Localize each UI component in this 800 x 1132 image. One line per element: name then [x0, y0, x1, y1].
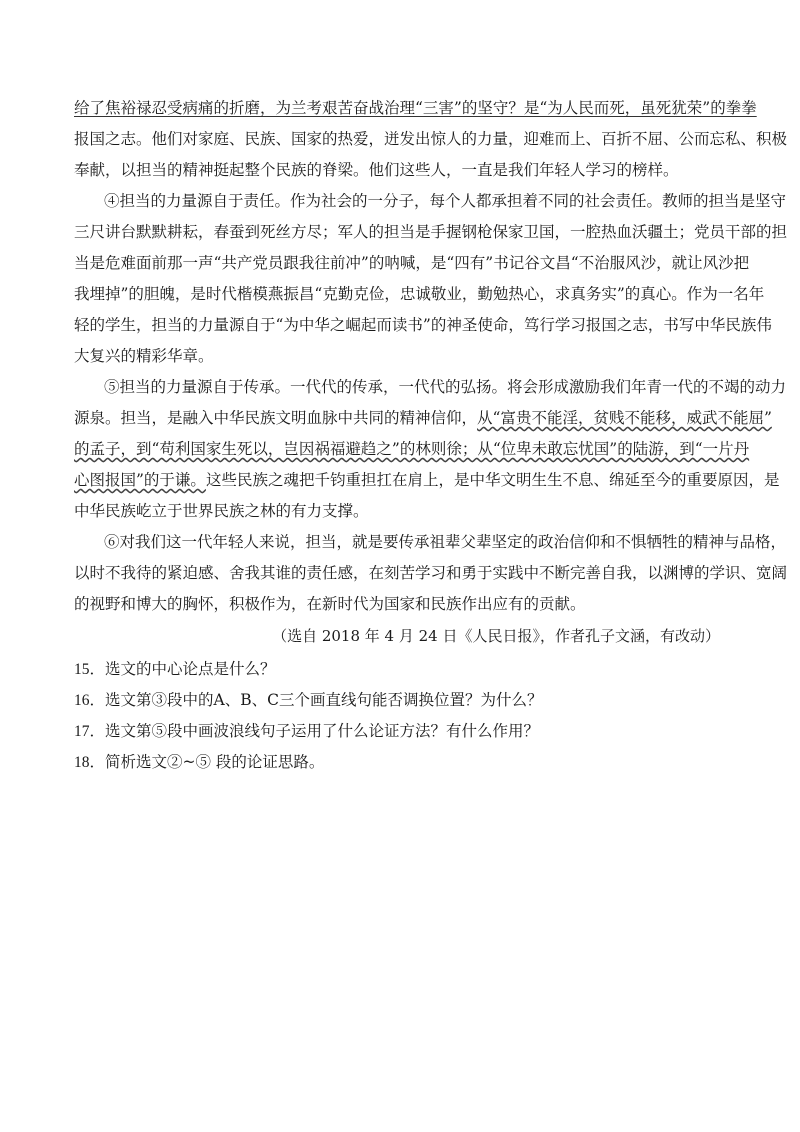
question-number: 17． — [74, 723, 106, 740]
paragraph-3-line-2: 报国之志。他们对家庭、民族、国家的热爱，迸发出惊人的力量，迎难而上、百折不屈、公而忘私、积极 — [74, 130, 788, 148]
wavy-sentence-part-3: 心图报国”的于谦。 — [74, 471, 206, 489]
paragraph-4-line-5: 轻的学生，担当的力量源自于“为中华之崛起而读书”的神圣使命，笃行学习报国之志，书写中华民族伟 — [74, 316, 772, 334]
underlined-sentence-c: 给了焦裕禄忍受病痛的折磨，为兰考艰苦奋战治理“三害”的坚守？是“为人民而死，虽死犹荣”的拳拳 — [74, 99, 757, 117]
wavy-sentence-part-1: 从“富贵不能淫，贫贱不能移，威武不能屈” — [477, 409, 772, 427]
paragraph-6-line-3: 的视野和博大的胸怀，积极作为，在新时代为国家和民族作出应有的贡献。 — [74, 595, 586, 613]
article-source: （选自 2018 年 4 月 24 日《人民日报》，作者孔子文涵，有改动） — [272, 627, 720, 645]
question-17 — [74, 721, 539, 742]
question-text: 选文第⑤段中画波浪线句子运用了什么论证方法？有什么作用？ — [105, 722, 540, 740]
question-number: 18． — [74, 754, 106, 771]
paragraph-4-line-6: 大复兴的精彩华章。 — [74, 347, 214, 365]
question-number: 16． — [74, 692, 106, 709]
paragraph-4-line-1: ④担当的力量源自于责任。作为社会的一分子，每个人都承担着不同的社会责任。教师的担当是坚守 — [104, 192, 787, 210]
question-text: 简析选文②~⑤ 段的论证思路。 — [105, 753, 325, 771]
paragraph-4-line-4: 我埋掉”的胆魄，是时代楷模燕振昌“克勤克俭，忠诚敬业，勤勉热心，求真务实”的真心。作为一名年 — [74, 285, 765, 303]
paragraph-5-line-5: 中华民族屹立于世界民族之林的有力支撑。 — [74, 502, 369, 520]
question-text: 选文的中心论点是什么？ — [105, 660, 276, 678]
wavy-sentence-part-2: 的孟子，到“苟利国家生死以，岂因祸福避趋之”的林则徐；从“位卑未敢忘忧国”的陆游，到“一片丹 — [74, 440, 750, 458]
paragraph-5-line-4-plain: 这些民族之魂把千钧重担扛在肩上，是中华文明生生不息、绵延至今的重要原因，是 — [205, 471, 780, 489]
paragraph-6-line-2: 以时不我待的紧迫感、舍我其谁的责任感，在刻苦学习和勇于实践中不断完善自我，以渊博的学识、宽阔 — [74, 564, 788, 582]
question-number: 15． — [74, 661, 106, 678]
question-16 — [74, 690, 542, 711]
paragraph-6-line-1: ⑥对我们这一代年轻人来说，担当，就是要传承祖辈父辈坚定的政治信仰和不惧牺牲的精神与品格， — [104, 533, 787, 551]
paragraph-4-line-2: 三尺讲台默默耕耘，春蚕到死丝方尽；军人的担当是手握钢枪保家卫国，一腔热血沃疆土；党员干部的担 — [74, 223, 788, 241]
paragraph-5-line-4 — [74, 470, 780, 490]
paragraph-3-line-1 — [74, 98, 757, 118]
paragraph-5-line-2-plain: 源泉。担当，是融入中华民族文明血脉中共同的精神信仰， — [74, 409, 478, 427]
question-text: 选文第③段中的A、B、C三个画直线句能否调换位置？为什么？ — [105, 691, 543, 709]
paragraph-5-line-1: ⑤担当的力量源自于传承。一代代的传承，一代代的弘扬。将会形成激励我们年青一代的不竭的动力 — [104, 378, 787, 396]
paragraph-4-line-3: 当是危难面前那一声“共产党员跟我往前冲”的呐喊，是“四有”书记谷文昌“不治服风沙，就让风沙把 — [74, 254, 750, 272]
paragraph-5-line-2 — [74, 408, 772, 428]
paragraph-5-line-3 — [74, 439, 750, 459]
paragraph-3-line-3: 奉献，以担当的精神挺起整个民族的脊梁。他们这些人，一直是我们年轻人学习的榜样。 — [74, 161, 679, 179]
question-15 — [74, 659, 276, 680]
question-18 — [74, 752, 324, 773]
